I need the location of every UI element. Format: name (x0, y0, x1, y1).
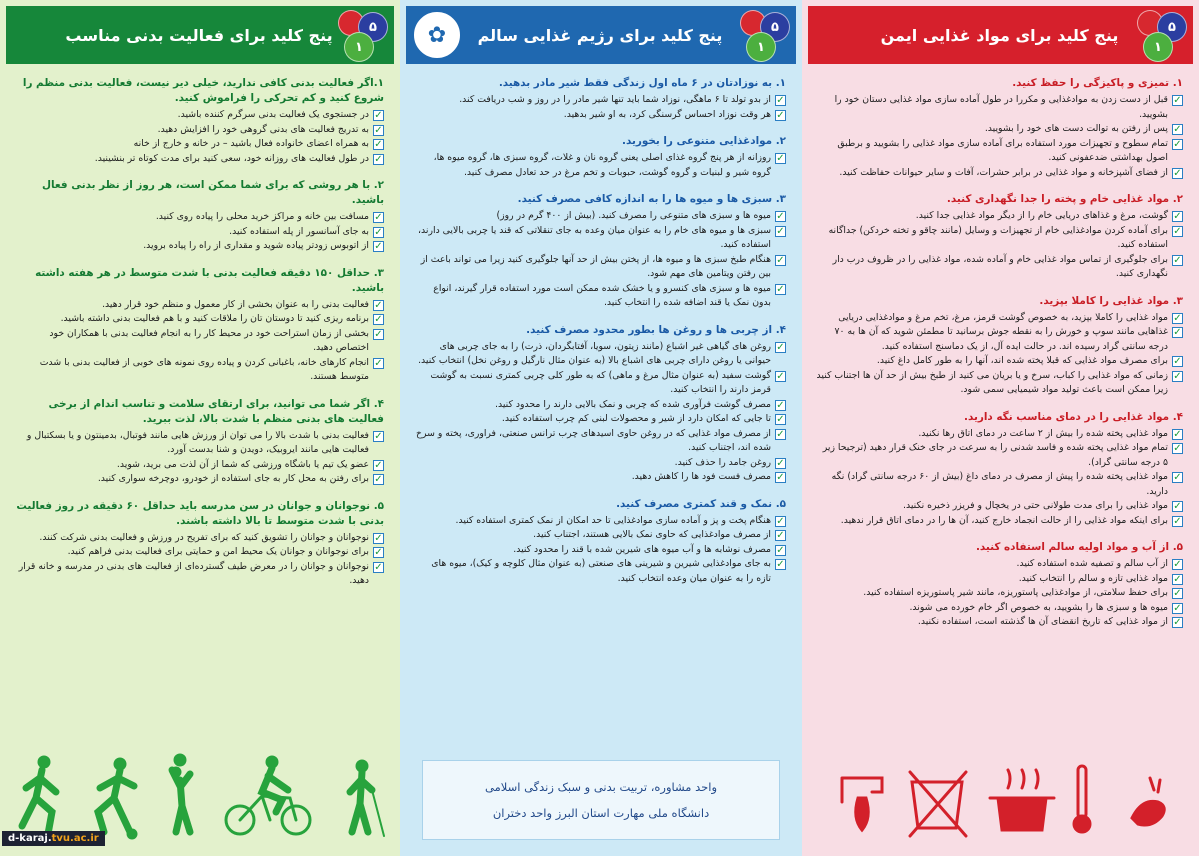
checkbox-icon: ✓ (1173, 617, 1182, 628)
list-item-text: هر وقت نوزاد احساس گرسنگی کرد، به او شیر بدهید. (563, 108, 771, 120)
list-item (14, 327, 384, 356)
water-tap-icon (842, 778, 882, 830)
checkbox-icon: ✓ (776, 559, 785, 570)
runner-icon (22, 756, 56, 834)
list-item-text: برای مصرف مواد غذایی که قبلا پخته شده اند، آنها را به طور کامل داغ کنید. (876, 355, 1168, 366)
list-item-text: از مواد غذایی که تاریخ انقضای آن ها گذشته است، استفاده نکنید. (917, 616, 1168, 627)
organization-unit: واحد مشاوره، تربیت بدنی و سبک زندگی اسلامی (484, 780, 718, 794)
section-title: ۲. با هر روشی که برای شما ممکن است، هر روز از نظر بدنی فعال باشید. (42, 179, 384, 206)
section (816, 192, 1183, 282)
list-item-text: مصرف فست فود ها را کاهش دهید. (631, 471, 771, 482)
list-item-text: از مصرف موادغذایی که حاوی نمک بالایی هستند، اجتناب کنید. (533, 529, 771, 540)
five-ball: ۵ (1157, 12, 1187, 42)
list-item-text: تمام مواد غذایی پخته شده و فاسد شدنی را به سرعت در جای خنک قرار دهید (ترجیحا زیر ۵ درجه سانتی گراد). (822, 442, 1168, 468)
checkbox-icon: ✓ (1173, 327, 1182, 338)
list-item (816, 427, 1183, 442)
list-item (414, 108, 786, 123)
list-item-text: مواد غذایی پخته شده را پیش از مصرف در دمای داغ (بیش از ۶۰ درجه سانتی گراد) نگه دارید. (831, 471, 1168, 497)
food-safety-illustrations (802, 758, 1199, 838)
list-item (816, 253, 1183, 282)
checkbox-icon: ✓ (776, 399, 785, 411)
checkbox-icon: ✓ (374, 299, 383, 311)
checkbox-icon: ✓ (776, 472, 785, 483)
list-item (14, 312, 384, 327)
list-item (14, 356, 384, 385)
list-item (816, 137, 1183, 166)
section-title: ۲. مواد غذایی خام و پخته را جدا نگهداری کنید. (946, 193, 1183, 205)
golfer-icon (350, 760, 384, 836)
list-item (414, 427, 786, 456)
checkbox-icon: ✓ (1173, 356, 1182, 367)
handwashing-icon (1132, 778, 1164, 825)
list-item-text: انجام کارهای خانه، باغبانی کردن و پیاده روی نمونه های خوبی از فعالیت بدنی با شدت متوسط هستند. (39, 356, 369, 382)
list-item-text: قبل از دست زدن به موادغذایی و مکررا در طول آماده سازی مواد غذایی دستان خود را بشویید. (834, 94, 1168, 120)
separate-raw-food-icon (910, 772, 966, 836)
checkbox-icon: ✓ (776, 225, 785, 237)
food-safety-header (808, 6, 1193, 64)
section (14, 76, 384, 166)
checkbox-icon: ✓ (776, 254, 785, 266)
checkbox-icon: ✓ (1173, 588, 1182, 599)
list-item (816, 209, 1183, 224)
list-item-text: مسافت بین خانه و مراکز خرید محلی را پیاده روی کنید. (155, 211, 369, 222)
section (816, 410, 1183, 529)
list-item (816, 499, 1183, 514)
section (414, 192, 786, 311)
list-item (414, 514, 786, 529)
section-title: ۴. مواد غذایی را در دمای مناسب نگه دارید. (964, 410, 1183, 423)
checkbox-icon: ✓ (1173, 138, 1182, 150)
section (816, 540, 1183, 630)
list-item (414, 93, 786, 108)
list-item-text: عضو یک تیم یا باشگاه ورزشی که شما از آن لذت می برید، شوید. (116, 458, 369, 470)
section (414, 134, 786, 180)
checkbox-icon: ✓ (776, 95, 785, 106)
section-title: ۴. اگر شما می توانید، برای ارتقای سلامت و تناسب اندام از برخی فعالیت های بدنی منظم با شدت بالا، لذت ببرید. (48, 397, 384, 425)
list-item-text: تا جایی که امکان دارد از شیر و محصولات لبنی کم چرب استفاده کنید. (501, 413, 771, 424)
list-item (414, 253, 786, 282)
list-item (816, 615, 1183, 630)
list-item-text: به جای آسانسور از پله استفاده کنید. (229, 225, 369, 237)
food-safety-panel (802, 0, 1199, 856)
volleyball-player-icon (171, 754, 190, 832)
list-item (414, 151, 786, 180)
list-item-text: از آب سالم و تصفیه شده استفاده کنید. (1016, 558, 1168, 569)
one-ball: ۱ (1143, 32, 1173, 62)
list-item-text: به همراه اعضای خانواده فعال باشید – در خانه و خارج از خانه (133, 138, 369, 149)
list-item (414, 557, 786, 586)
section-title: ۴. از چربی ها و روغن ها بطور محدود مصرف کنید. (526, 323, 786, 336)
section (14, 397, 384, 487)
list-item (414, 543, 786, 558)
list-item-text: میوه ها و سبزی های کنسرو و یا خشک شده ممکن است مورد استفاده قرار گیرند، انواع بدون نمک یا قند اضافه شده را انتخاب کنید. (433, 282, 771, 308)
list-item (816, 557, 1183, 572)
food-safety-content (816, 76, 1183, 642)
one-ball: ۱ (344, 32, 374, 62)
checkbox-icon: ✓ (1173, 211, 1182, 222)
list-item-text: مصرف نوشابه ها و آب میوه های شیرین شده با قند را محدود کنید. (513, 543, 771, 555)
list-item-text: میوه ها و سبزی های متنوعی را مصرف کنید. (بیش از ۴۰۰ گرم در روز) (496, 210, 771, 221)
checkbox-icon: ✓ (1173, 515, 1182, 527)
list-item-text: به جای موادغذایی شیرین و شیرینی های صنعتی (به عنوان مثال کلوچه و کیک)، میوه های تازه را به عنوان میان وعده انتخاب کنید. (431, 558, 771, 584)
checkbox-icon: ✓ (1173, 501, 1182, 512)
checkbox-icon: ✓ (374, 124, 383, 136)
checkbox-icon: ✓ (776, 370, 785, 382)
list-item-text: گوشت سفید (به عنوان مثال مرغ و ماهی) که به طور کلی چربی کمتری نسبت به گوشت قرمز دارند را انتخاب کنید. (430, 369, 771, 395)
list-item (816, 586, 1183, 601)
checkbox-icon: ✓ (776, 544, 785, 556)
five-ball: ۵ (358, 12, 388, 42)
one-ball: ۱ (746, 32, 776, 62)
cooking-pot-icon (990, 770, 1054, 830)
list-item-text: بخشی از زمان استراحت خود در محیط کار را به انجام فعالیت بدنی با همکاران خود اختصاص دهید. (49, 327, 369, 353)
list-item (816, 514, 1183, 529)
list-item-text: نوجوانان و جوانان را تشویق کنید که برای تفریح در ورزش و فعالیت بدنی شرکت کنند. (39, 531, 369, 543)
list-item-text: سبزی ها و میوه های خام را به عنوان میان وعده به جای تنقلاتی که قند یا چربی بالایی دارند، استفاده کنید. (418, 224, 771, 250)
list-item (414, 412, 786, 427)
section-title: ۳. سبزی ها و میوه ها را به اندازه کافی مصرف کنید. (517, 193, 786, 205)
checkbox-icon: ✓ (374, 561, 383, 573)
list-item-text: برای اینکه مواد غذایی را از حالت انجماد خارج کنید، آن ها را در دمای اتاق قرار ندهید. (840, 514, 1168, 526)
section (816, 76, 1183, 180)
section-title: ۵. نوجوانان و جوانان در سن مدرسه باید حداقل ۶۰ دقیقه در روز فعالیت بدنی با شدت متوسط تا بالا داشته باشند. (16, 499, 384, 527)
thermometer-icon (1074, 766, 1090, 832)
checkbox-icon: ✓ (374, 314, 383, 325)
list-item (816, 311, 1183, 326)
section-title: ۱.اگر فعالیت بدنی کافی ندارید، خیلی دیر نیست، فعالیت بدنی منظم را شروع کنید و کم تحرکی را فراموش کنید. (22, 77, 384, 104)
list-item-text: از مصرف مواد غذایی که در روغن حاوی اسیدهای چرب ترانس صنعتی، فراوری، پخته و سرخ شده اند، اجتناب کنید. (415, 427, 771, 453)
list-item-text: میوه ها و سبزی ها را بشویید، به خصوص اگر خام خورده می شوند. (909, 601, 1168, 613)
checkbox-icon: ✓ (374, 328, 383, 340)
list-item (14, 152, 384, 167)
five-keys-badge (336, 10, 388, 62)
section (816, 294, 1183, 398)
checkbox-icon: ✓ (1173, 428, 1182, 440)
checkbox-icon: ✓ (776, 530, 785, 541)
physical-activity-header (6, 6, 394, 64)
list-item-text: در جستجوی یک فعالیت بدنی سرگرم کننده باشید. (177, 109, 369, 120)
checkbox-icon: ✓ (1173, 124, 1182, 135)
section-title: ۵. از آب و مواد اولیه سالم استفاده کنید. (975, 541, 1183, 553)
list-item-text: فعالیت بدنی را به عنوان بخشی از کار معمول و منظم خود قرار دهید. (102, 298, 369, 310)
list-item (14, 137, 384, 152)
list-item-text: برنامه ریزی کنید تا دوستان تان را ملاقات کنید و با هم فعالیت بدنی داشته باشید. (60, 313, 369, 324)
checkbox-icon: ✓ (776, 428, 785, 440)
section-title: ۲. موادغذایی متنوعی را بخورید. (622, 135, 786, 147)
list-item (14, 108, 384, 123)
site-url-watermark: d-karaj.tvu.ac.ir (2, 831, 105, 846)
list-item (14, 225, 384, 240)
checkbox-icon: ✓ (374, 532, 383, 544)
physical-activity-panel (0, 0, 400, 856)
section (14, 178, 384, 254)
list-item (816, 572, 1183, 587)
list-item-text: مواد غذایی تازه و سالم را انتخاب کنید. (1018, 572, 1168, 584)
list-item-text: برای آماده کردن موادغذایی خام از تجهیزات و وسایل (مانند چاقو و تخته خردکن) جداگانه استفاده کنید. (828, 224, 1168, 250)
list-item (816, 441, 1183, 470)
checkbox-icon: ✓ (374, 547, 383, 558)
checkbox-icon: ✓ (374, 139, 383, 150)
five-keys-badge (738, 10, 790, 62)
list-item (414, 398, 786, 413)
list-item (414, 224, 786, 253)
checkbox-icon: ✓ (374, 474, 383, 485)
checkbox-icon: ✓ (776, 457, 785, 469)
section-title: ۱. به نوزادتان در ۶ ماه اول زندگی فقط شیر مادر بدهید. (498, 77, 786, 89)
list-item (14, 458, 384, 473)
checkbox-icon: ✓ (1173, 254, 1182, 266)
healthy-diet-header (406, 6, 796, 64)
list-item-text: برای جلوگیری از تماس مواد غذایی خام و آماده شده، مواد غذایی را در ظروف درب دار نگهداری کنید. (832, 253, 1168, 279)
list-item-text: نوجوانان و جوانان را در معرض طیف گسترده‌ای از فعالیت های بدنی در مدرسه و خانه قرار دهید. (18, 560, 369, 586)
list-item (414, 340, 786, 369)
list-item (816, 601, 1183, 616)
section-title: ۳. مواد غذایی را کاملا بپزید. (1039, 294, 1183, 307)
section (14, 499, 384, 589)
section-title: ۳. حداقل ۱۵۰ دقیقه فعالیت بدنی با شدت متوسط در هر هفته داشته باشید. (35, 266, 384, 294)
checkbox-icon: ✓ (374, 459, 383, 471)
list-item-text: هنگام طبخ سبزی ها و میوه ها، از پختن بیش از حد آنها جلوگیری کنید زیرا می تواند باعث از بین رفتن ویتامین های مهم شود. (420, 253, 771, 279)
checkbox-icon: ✓ (1173, 602, 1182, 614)
physical-activity-title: پنج کلید برای فعالیت بدنی مناسب (65, 25, 333, 45)
list-item (14, 472, 384, 487)
checkbox-icon: ✓ (1173, 443, 1182, 454)
list-item (14, 531, 384, 546)
list-item-text: تمام سطوح و تجهیزات مورد استفاده برای آماده سازی مواد غذایی را بشویید و برطبق اصول بهداشتی ضدعفونی کنید. (837, 137, 1168, 163)
list-item (14, 429, 384, 458)
list-item-text: از بدو تولد تا ۶ ماهگی، نوزاد شما باید تنها شیر مادر را در روز و شب دریافت کند. (459, 94, 771, 105)
checkbox-icon: ✓ (1173, 225, 1182, 237)
checkbox-icon: ✓ (374, 226, 383, 238)
checkbox-icon: ✓ (776, 414, 785, 425)
list-item-text: از اتوبوس زودتر پیاده شوید و مقداری از راه را پیاده بروید. (143, 240, 369, 251)
list-item-text: برای حفظ سلامتی، از موادغذایی پاستوریزه، مانند شیر پاستوریزه استفاده کنید. (863, 587, 1168, 598)
list-item (816, 470, 1183, 499)
soccer-player-icon (98, 758, 137, 839)
list-item-text: برای نوجوانان و جوانان یک محیط امن و حمایتی برای فعالیت بدنی فراهم کنید. (67, 546, 369, 557)
checkbox-icon: ✓ (1173, 370, 1182, 382)
list-item-text: مصرف گوشت فرآوری شده که چربی و نمک بالایی دارند را محدود کنید. (495, 398, 771, 410)
checkbox-icon: ✓ (374, 241, 383, 252)
checkbox-icon: ✓ (374, 430, 383, 442)
list-item-text: فعالیت بدنی با شدت بالا را می توان از ورزش هایی مانند فوتبال، بدمینتون و یا بسکتبال و فعالیت هایی مانند ایروبیک، دویدن و شنا بدست آورد. (26, 429, 369, 455)
list-item-text: برای رفتن به محل کار به جای استفاده از خودرو، دوچرخه سواری کنید. (97, 473, 369, 484)
list-item (816, 122, 1183, 137)
list-item (414, 528, 786, 543)
list-item-text: روغن های گیاهی غیر اشباع (مانند زیتون، سویا، آفتابگردان، ذرت) را به جای چربی های حیوانی یا روغن دارای چربی های اشباع بالا (به عنوان مثال نارگیل و روغن نخل) انتخاب کنید. (418, 340, 771, 366)
list-item-text: روزانه از هر پنج گروه غذای اصلی یعنی گروه نان و غلات، گروه سبزی ها، گروه میوه ها، گروه شیر و لبنیات و گروه گوشت، حبوبات و تخم مرغ در حد تعادل مصرف کنید. (433, 152, 771, 178)
list-item-text: زمانی که مواد غذایی را کباب، سرخ و یا بریان می کنید از طبخ بیش از حد آن ها اجتناب کنید زیرا ممکن است باعث تولید مواد شیمیایی سمی شود. (816, 369, 1168, 395)
five-keys-badge (1135, 10, 1187, 62)
checkbox-icon: ✓ (1173, 472, 1182, 483)
checkbox-icon: ✓ (1173, 95, 1182, 106)
food-safety-title: پنج کلید برای مواد غذایی ایمن (880, 25, 1119, 45)
checkbox-icon: ✓ (1173, 573, 1182, 585)
list-item-text: غذاهایی مانند سوپ و خورش را به نقطه جوش برسانید تا مطمئن شوید که آن ها به ۷۰ درجه سانتی گراد رسیده اند. در حالت ایده آل، از یک دماسنج استفاده کنید. (834, 326, 1168, 352)
list-item (14, 239, 384, 254)
checkbox-icon: ✓ (776, 153, 785, 164)
university-emblem-icon: ✿ (412, 10, 462, 60)
checkbox-icon: ✓ (374, 110, 383, 121)
five-ball: ۵ (760, 12, 790, 42)
healthy-diet-content (414, 76, 786, 598)
list-item (14, 298, 384, 313)
list-item (816, 93, 1183, 122)
list-item (14, 560, 384, 589)
list-item-text: هنگام پخت و پز و آماده سازی موادغذایی تا حد امکان از نمک کمتری استفاده کنید. (455, 514, 771, 526)
checkbox-icon: ✓ (374, 153, 383, 165)
list-item (816, 369, 1183, 398)
organization-university: دانشگاه ملی مهارت استان البرز واحد دختران (492, 806, 710, 820)
healthy-diet-panel (400, 0, 802, 856)
list-item-text: پس از رفتن به توالت دست های خود را بشویید. (984, 123, 1168, 134)
healthy-diet-title: پنج کلید برای رژیم غذایی سالم (477, 25, 723, 45)
list-item-text: در طول فعالیت های روزانه خود، سعی کنید برای مدت کوتاه تر بنشینید. (94, 152, 369, 164)
checkbox-icon: ✓ (776, 283, 785, 295)
list-item-text: مواد غذایی پخته شده را بیش از ۲ ساعت در دمای اتاق رها نکنید. (918, 427, 1168, 439)
section (14, 266, 384, 385)
list-item (414, 282, 786, 311)
list-item-text: گوشت، مرغ و غذاهای دریایی خام را از دیگر مواد غذایی جدا کنید. (915, 210, 1168, 221)
list-item (414, 456, 786, 471)
list-item (816, 354, 1183, 369)
section (414, 76, 786, 122)
list-item (414, 470, 786, 485)
list-item (14, 545, 384, 560)
checkbox-icon: ✓ (1173, 559, 1182, 570)
section-title: ۵. نمک و قند کمتری مصرف کنید. (616, 497, 786, 510)
list-item (414, 209, 786, 224)
checkbox-icon: ✓ (1173, 312, 1182, 324)
list-item (414, 369, 786, 398)
organization-box (422, 760, 780, 840)
list-item (14, 210, 384, 225)
checkbox-icon: ✓ (776, 515, 785, 527)
section (414, 497, 786, 587)
list-item-text: به تدریج فعالیت های بدنی گروهی خود را افزایش دهید. (157, 123, 369, 135)
list-item-text: مواد غذایی را کاملا بپزید، به خصوص گوشت قرمز، مرغ، تخم مرغ و موادغذایی دریایی (838, 311, 1168, 323)
list-item-text: از فضای آشپزخانه و مواد غذایی در برابر حشرات، آفات و سایر حیوانات حفاظت کنید. (839, 166, 1168, 178)
list-item-text: روغن جامد را حذف کنید. (674, 456, 771, 468)
checkbox-icon: ✓ (776, 109, 785, 121)
list-item (816, 166, 1183, 181)
list-item (816, 224, 1183, 253)
checkbox-icon: ✓ (374, 357, 383, 369)
list-item-text: مواد غذایی را برای مدت طولانی حتی در یخچال و فریزر ذخیره نکنید. (903, 500, 1168, 511)
section-title: ۱. تمیزی و پاکیزگی را حفظ کنید. (1012, 77, 1183, 89)
physical-activity-content (14, 76, 384, 601)
checkbox-icon: ✓ (776, 341, 785, 353)
checkbox-icon: ✓ (374, 212, 383, 223)
cyclist-icon (226, 756, 310, 834)
checkbox-icon: ✓ (1173, 167, 1182, 179)
list-item (816, 325, 1183, 354)
section (414, 323, 786, 485)
list-item (14, 123, 384, 138)
checkbox-icon: ✓ (776, 211, 785, 222)
